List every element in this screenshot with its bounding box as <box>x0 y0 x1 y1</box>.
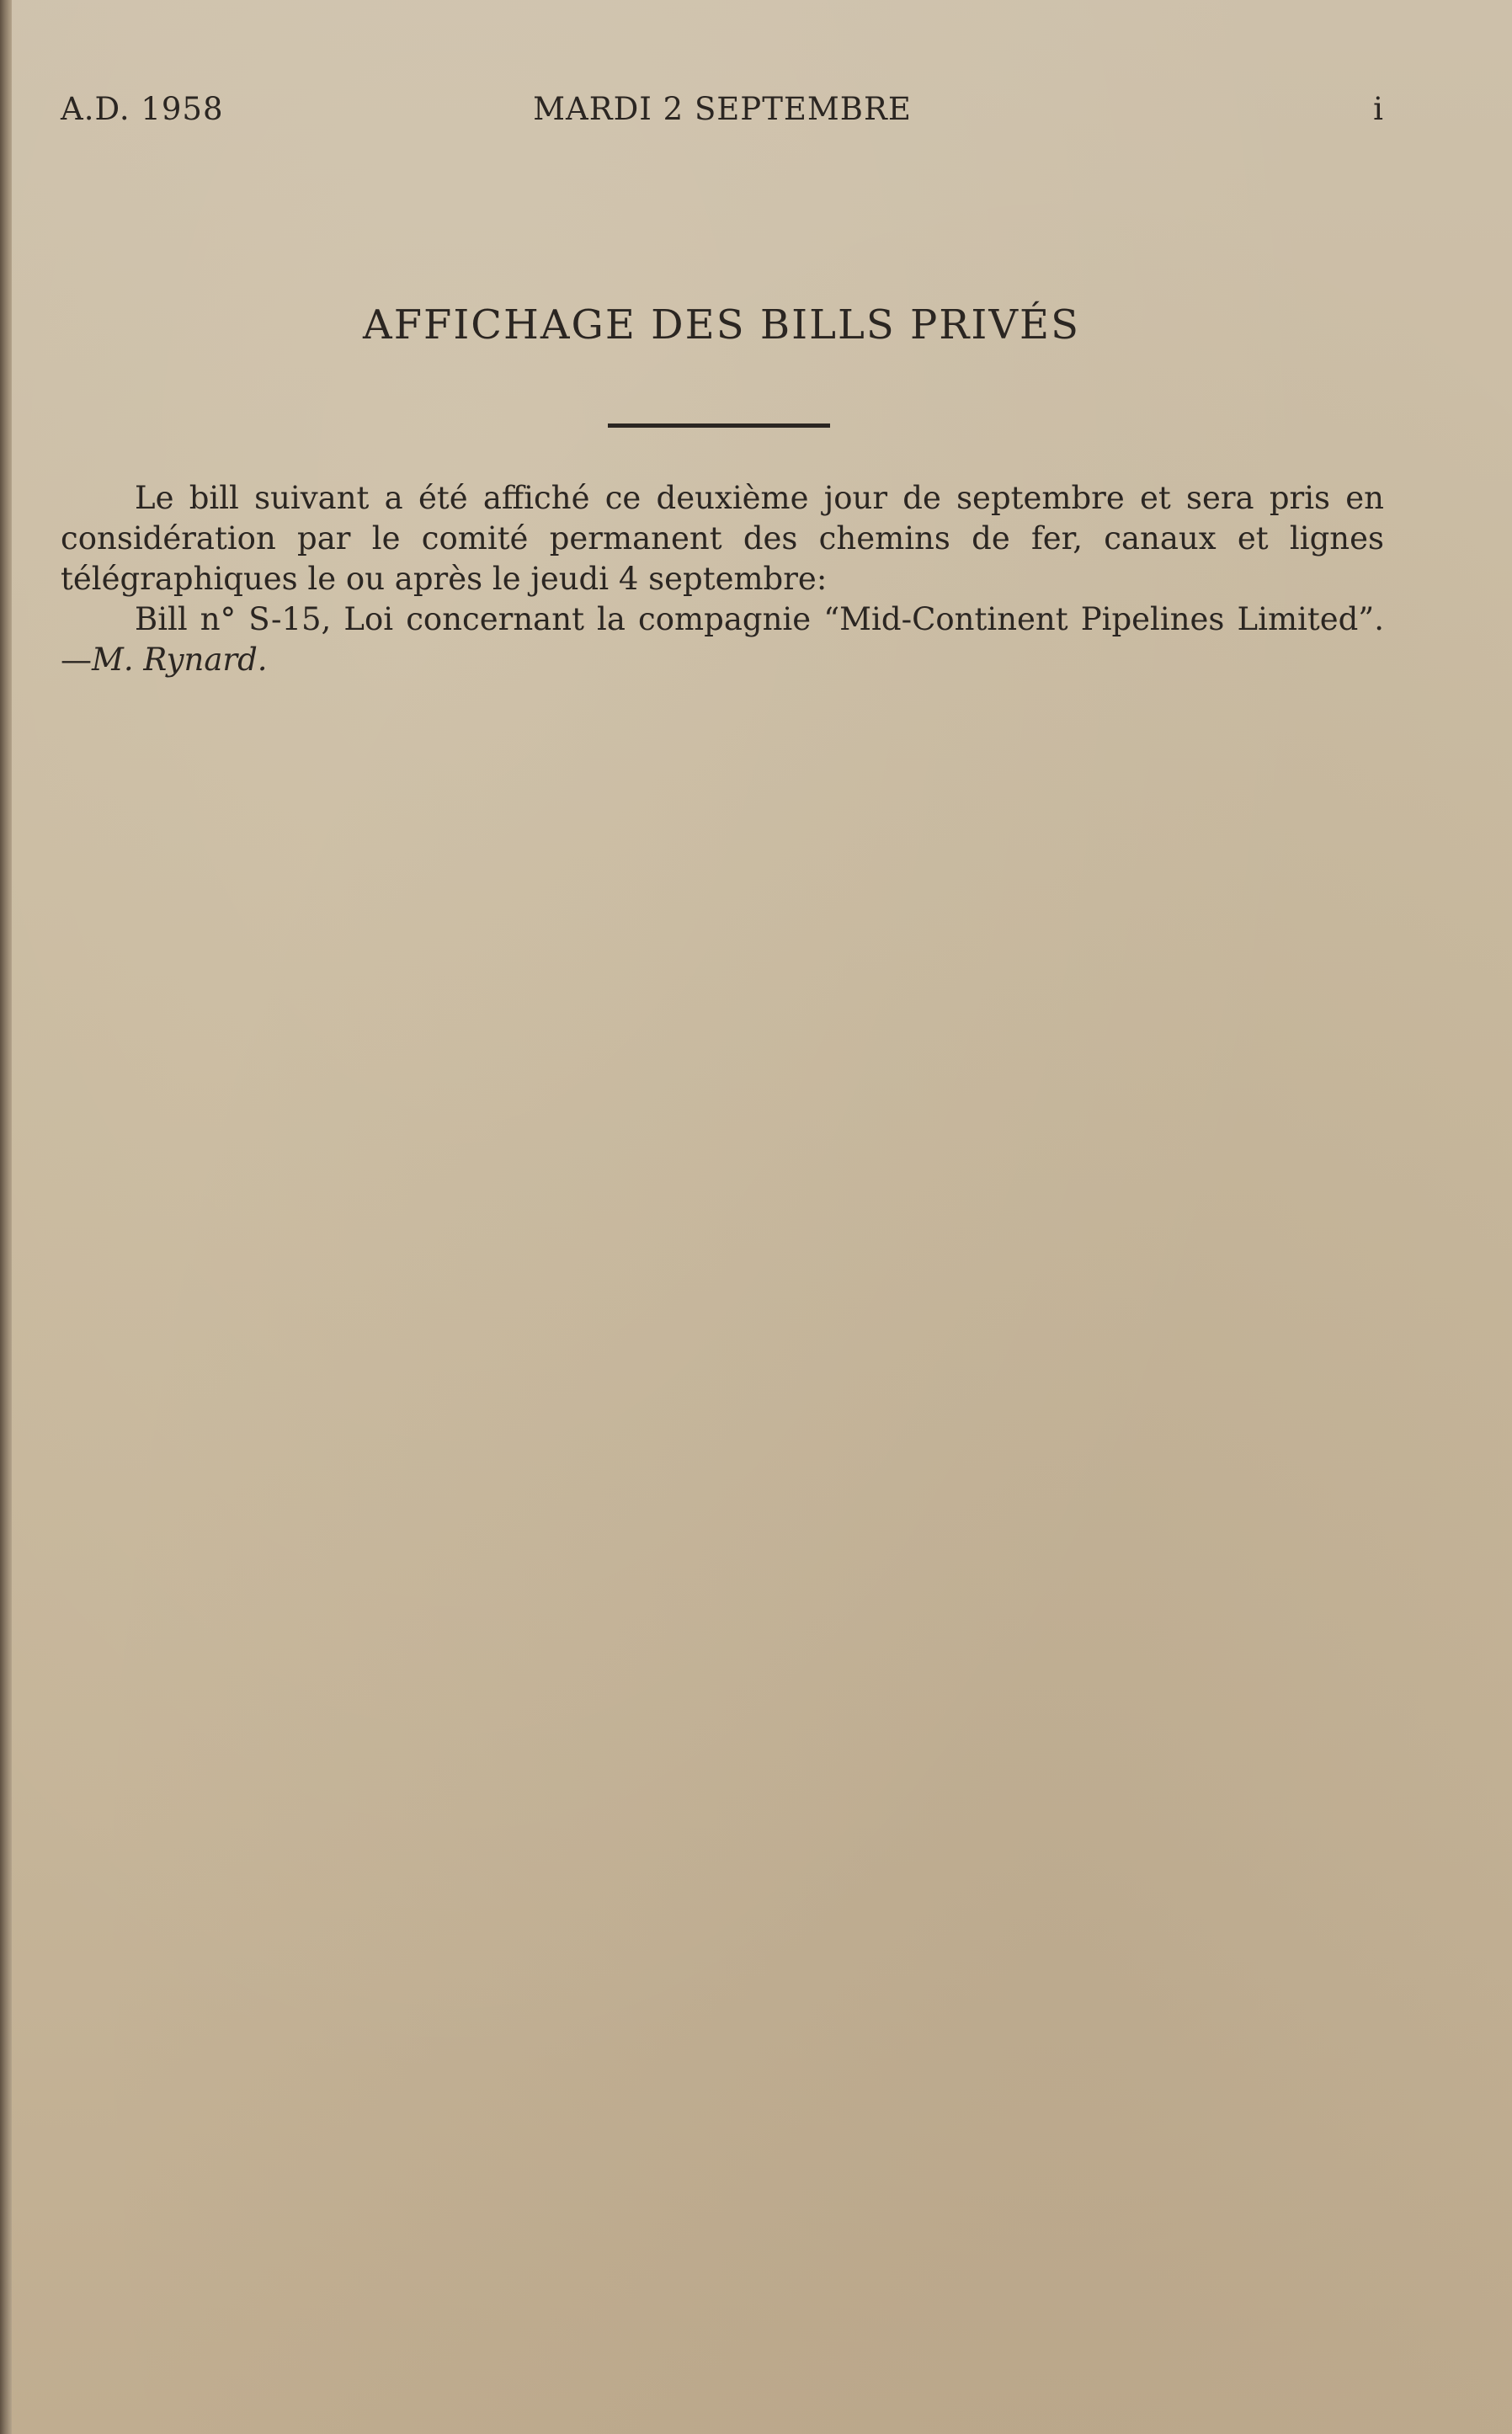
section-title: AFFICHAGE DES BILLS PRIVÉS <box>363 301 1080 349</box>
bill-mover: M. Rynard. <box>92 642 268 678</box>
page-number: i <box>1373 91 1384 127</box>
bill-entry <box>61 599 1384 680</box>
body-text <box>61 478 1384 680</box>
title-divider <box>608 423 830 428</box>
binding-edge <box>0 0 12 2434</box>
header-date: MARDI 2 SEPTEMBRE <box>533 91 912 127</box>
header-year: A.D. 1958 <box>61 91 224 127</box>
notice-paragraph: Le bill suivant a été affiché ce deuxième jour de septembre et sera pris en considération par le comité permanent des chemins de fer, canaux et lignes télégraphiques le ou après le jeudi 4 septembre: <box>61 480 1384 597</box>
bill-description: Bill n° S-15, Loi concernant la compagnie “Mid-Continent Pipelines Limited”.— <box>61 601 1384 678</box>
running-header <box>61 91 1384 133</box>
